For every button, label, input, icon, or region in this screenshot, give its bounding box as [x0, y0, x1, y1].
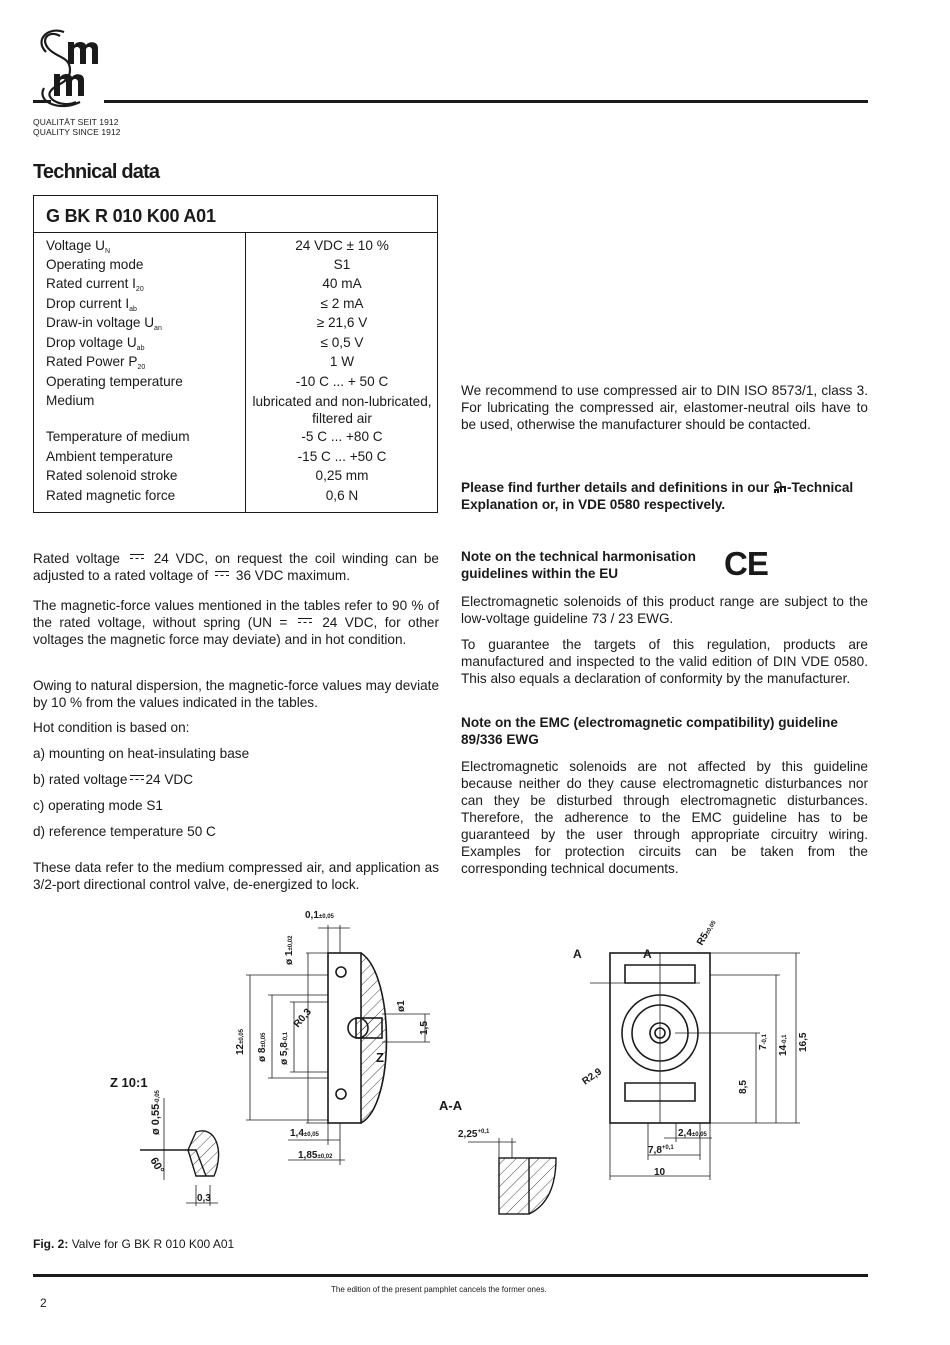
ce-mark-icon: CE: [724, 545, 768, 582]
dc-symbol-icon: [130, 554, 144, 561]
spec-value: -15 C ... +50 C: [297, 449, 387, 464]
spec-value: 0,6 N: [325, 488, 359, 503]
figure-caption: [33, 1237, 234, 1251]
spec-value: ≤ 0,5 V: [320, 335, 364, 350]
spec-label-text: Ambient temperature: [46, 449, 173, 464]
medium-application-paragraph: These data refer to the medium compressed air, and application as 3/2-port directional control valve, de-energized to lock.: [33, 860, 439, 892]
svg-text:Z 10:1: Z 10:1: [110, 1075, 148, 1090]
compressed-air-recommendation: We recommend to use compressed air to DIN ISO 8573/1, class 3. For lubricating the compressed air, elastomer-neutral oils have to be used, otherwise the manufacturer should be contacted.: [461, 383, 868, 432]
spec-label-text: Operating mode: [46, 257, 144, 272]
spec-label: [46, 354, 145, 371]
svg-text:14-0,1: 14-0,1: [778, 1034, 789, 1056]
spec-label: [46, 257, 143, 272]
list-b-text-a: b) rated voltage: [33, 772, 128, 787]
spec-label-text: Temperature of medium: [46, 429, 190, 444]
spec-row: [34, 374, 438, 393]
svg-text:1,5: 1,5: [419, 1021, 430, 1035]
spec-label: [46, 393, 94, 408]
harmonisation-paragraph-1: Electromagnetic solenoids of this product range are subject to the low-voltage guideline 73 / 23 EWG.: [461, 594, 868, 626]
figure-label: Fig. 2:: [33, 1237, 69, 1251]
spec-label-text: Rated Power P: [46, 354, 138, 369]
spec-label-subscript: N: [104, 248, 111, 255]
spec-value: 24 VDC ± 10 %: [295, 238, 389, 253]
spec-value: S1: [333, 257, 351, 272]
svg-text:A: A: [573, 947, 582, 961]
spec-label: [46, 468, 177, 483]
svg-text:2,25+0,1: $2,25^{+0,1}$: [458, 1129, 490, 1140]
spec-row: [34, 354, 438, 373]
emc-heading: Note on the EMC (electromagnetic compatibility) guideline 89/336 EWG: [461, 715, 838, 747]
spec-row: [34, 335, 438, 354]
svg-text:ø 1±0,02: ø 1±0,02: [284, 935, 295, 965]
svg-text:R0,3: R0,3: [291, 1006, 314, 1030]
p2-text-b: 24 VDC, for other voltages the magnetic force may deviate) and in hot condition.: [33, 615, 440, 647]
svg-text:60°: 60°: [147, 1155, 167, 1176]
spec-label: [46, 296, 137, 313]
hot-condition-b: [33, 771, 439, 788]
details-text-a: Please find further details and definitions in our: [461, 480, 770, 495]
brand-small-icon: [773, 480, 787, 494]
spec-value: ≥ 21,6 V: [316, 315, 368, 330]
spec-row: [34, 315, 438, 334]
spec-row: [34, 449, 438, 468]
dc-symbol-icon: [130, 775, 144, 782]
tagline-en: QUALITY SINCE 1912: [33, 127, 121, 137]
p1-text-a: Rated voltage: [33, 551, 120, 566]
figure-text: Valve for G BK R 010 K00 A01: [71, 1237, 235, 1251]
hot-condition-c: c) operating mode S1: [33, 798, 163, 813]
spec-row: [34, 393, 438, 426]
spec-value: -10 C ... + 50 C: [295, 374, 389, 389]
svg-text:7,8+0,1: $7,8^{+0,1}$: [648, 1145, 674, 1156]
spec-label-text: Rated solenoid stroke: [46, 468, 178, 483]
p1-text-b: 24 VDC, on request the coil winding can be adjusted to a rated voltage of: [33, 551, 439, 583]
harmonisation-heading: Note on the technical harmonisation guidelines within the EU: [461, 549, 696, 581]
spec-label: [46, 374, 183, 389]
side-view-hole-top: [336, 967, 346, 977]
dc-symbol-icon: [215, 571, 229, 578]
footer-rule: [33, 1274, 868, 1277]
hot-condition-a: a) mounting on heat-insulating base: [33, 746, 250, 761]
p1-text-c: 36 VDC maximum.: [235, 568, 350, 583]
spec-row: [34, 238, 438, 257]
harmonisation-paragraph-2: To guarantee the targets of this regulation, products are manufactured and inspected to the valid edition of DIN VDE 0580. This also equals a declaration of conformity by the manufacturer.: [461, 637, 868, 686]
spec-label-subscript: an: [154, 325, 162, 332]
hot-condition-intro: Hot condition is based on:: [33, 720, 190, 735]
svg-text:A-A: A-A: [439, 1098, 463, 1113]
spec-row: [34, 296, 438, 315]
svg-text:0,1±0,05: 0,1±0,05: [305, 910, 334, 921]
side-view-hole-bottom: [336, 1089, 346, 1099]
spec-label: [46, 238, 110, 255]
svg-text:ø 0,55-0,05: ø 0,55-0,05: [150, 1090, 162, 1135]
p2-text-a: The magnetic-force values mentioned in the tables refer to 90 % of the rated voltage, without spring (UN =: [33, 598, 439, 630]
spec-label-text: Drop voltage U: [46, 335, 137, 350]
svg-text:0,3: 0,3: [197, 1193, 211, 1204]
spec-value: -5 C ... +80 C: [301, 429, 383, 444]
spec-label-text: Operating temperature: [46, 374, 183, 389]
page-title: Technical data: [33, 161, 160, 183]
magnetic-force-paragraph: [33, 597, 439, 648]
spec-label-text: Rated current I: [46, 276, 136, 291]
dispersion-paragraph: Owing to natural dispersion, the magnetic-force values may deviate by 10 % from the values indicated in the tables.: [33, 678, 439, 710]
section-aa-body: [499, 1158, 529, 1214]
company-logo: [30, 28, 106, 108]
svg-text:Z: Z: [376, 1050, 384, 1065]
spec-label-text: Draw-in voltage U: [46, 315, 155, 330]
header-rule: [104, 100, 868, 103]
spec-row: [34, 276, 438, 295]
hot-condition-d: d) reference temperature 50 C: [33, 824, 216, 839]
spec-value: 1 W: [329, 354, 355, 369]
spec-label: [46, 315, 162, 332]
spec-table: [33, 195, 438, 513]
spec-label: [46, 449, 173, 464]
svg-text:A: A: [643, 947, 652, 961]
emc-paragraph: Electromagnetic solenoids are not affected by this guideline because neither do they cause electromagnetic disturbances nor can they be disturbed through electromagnetic disturbances. Therefore, the adherence to the EMC guideline has to be guaranteed by the user through appropriate circuitry wiring. Examples for protection circuits can be taken from the corresponding technical documents.: [461, 759, 868, 876]
svg-text:8,5: 8,5: [738, 1080, 749, 1094]
page-number: 2: [40, 1296, 47, 1310]
spec-label-text: Voltage U: [46, 238, 105, 253]
spec-label-subscript: ab: [129, 306, 137, 313]
spec-value: 0,25 mm: [315, 468, 369, 483]
spec-value: ≤ 2 mA: [320, 296, 364, 311]
spec-label: [46, 488, 175, 503]
svg-text:7-0,1: 7-0,1: [758, 1034, 769, 1050]
spec-label-text: Rated magnetic force: [46, 488, 176, 503]
spec-row: [34, 429, 438, 448]
spec-label: [46, 335, 144, 352]
svg-text:R5±0,05: R5±0,05: [695, 919, 718, 948]
footer-note: The edition of the present pamphlet cancels the former ones.: [331, 1285, 547, 1294]
header-rule-left: [33, 100, 51, 103]
spec-table-title: G BK R 010 K00 A01: [46, 206, 216, 226]
spec-label-subscript: 20: [135, 286, 144, 293]
svg-text:2,4±0,05: 2,4±0,05: [678, 1128, 707, 1139]
spec-row: [34, 257, 438, 276]
spec-row: [34, 488, 438, 507]
svg-text:ø 5,8-0,1: ø 5,8-0,1: [279, 1031, 290, 1065]
spec-value: 40 mA: [322, 276, 362, 291]
rated-voltage-paragraph: [33, 550, 439, 584]
svg-text:16,5: 16,5: [798, 1032, 809, 1052]
svg-text:ø1: ø1: [396, 1000, 407, 1012]
technical-drawing: [0, 895, 950, 1225]
spec-table-title-rule: [34, 232, 437, 233]
svg-text:1,4±0,05: 1,4±0,05: [290, 1128, 319, 1139]
further-details-note: [461, 479, 876, 513]
svg-text:1,85±0,02: 1,85±0,02: [298, 1150, 333, 1161]
spec-row: [34, 468, 438, 487]
details-text-b: -Technical Explanation or, in VDE 0580 respectively.: [461, 480, 854, 512]
spec-label-text: Drop current I: [46, 296, 130, 311]
spec-label-text: Medium: [46, 393, 95, 408]
svg-text:ø 8±0,05: ø 8±0,05: [257, 1032, 268, 1062]
tagline-de: QUALITÄT SEIT 1912: [33, 117, 119, 127]
svg-text:10: 10: [654, 1167, 666, 1178]
spec-label: [46, 429, 190, 444]
list-b-text-b: 24 VDC: [145, 772, 194, 787]
spec-label-subscript: 20: [137, 364, 146, 371]
dc-symbol-icon: [298, 618, 312, 625]
spec-label-subscript: ab: [136, 345, 145, 352]
svg-text:R2,9: R2,9: [580, 1066, 605, 1088]
spec-value: lubricated and non-lubricated, filtered air: [252, 394, 432, 426]
spec-label: [46, 276, 144, 293]
svg-text:12±0,05: 12±0,05: [235, 1028, 246, 1055]
